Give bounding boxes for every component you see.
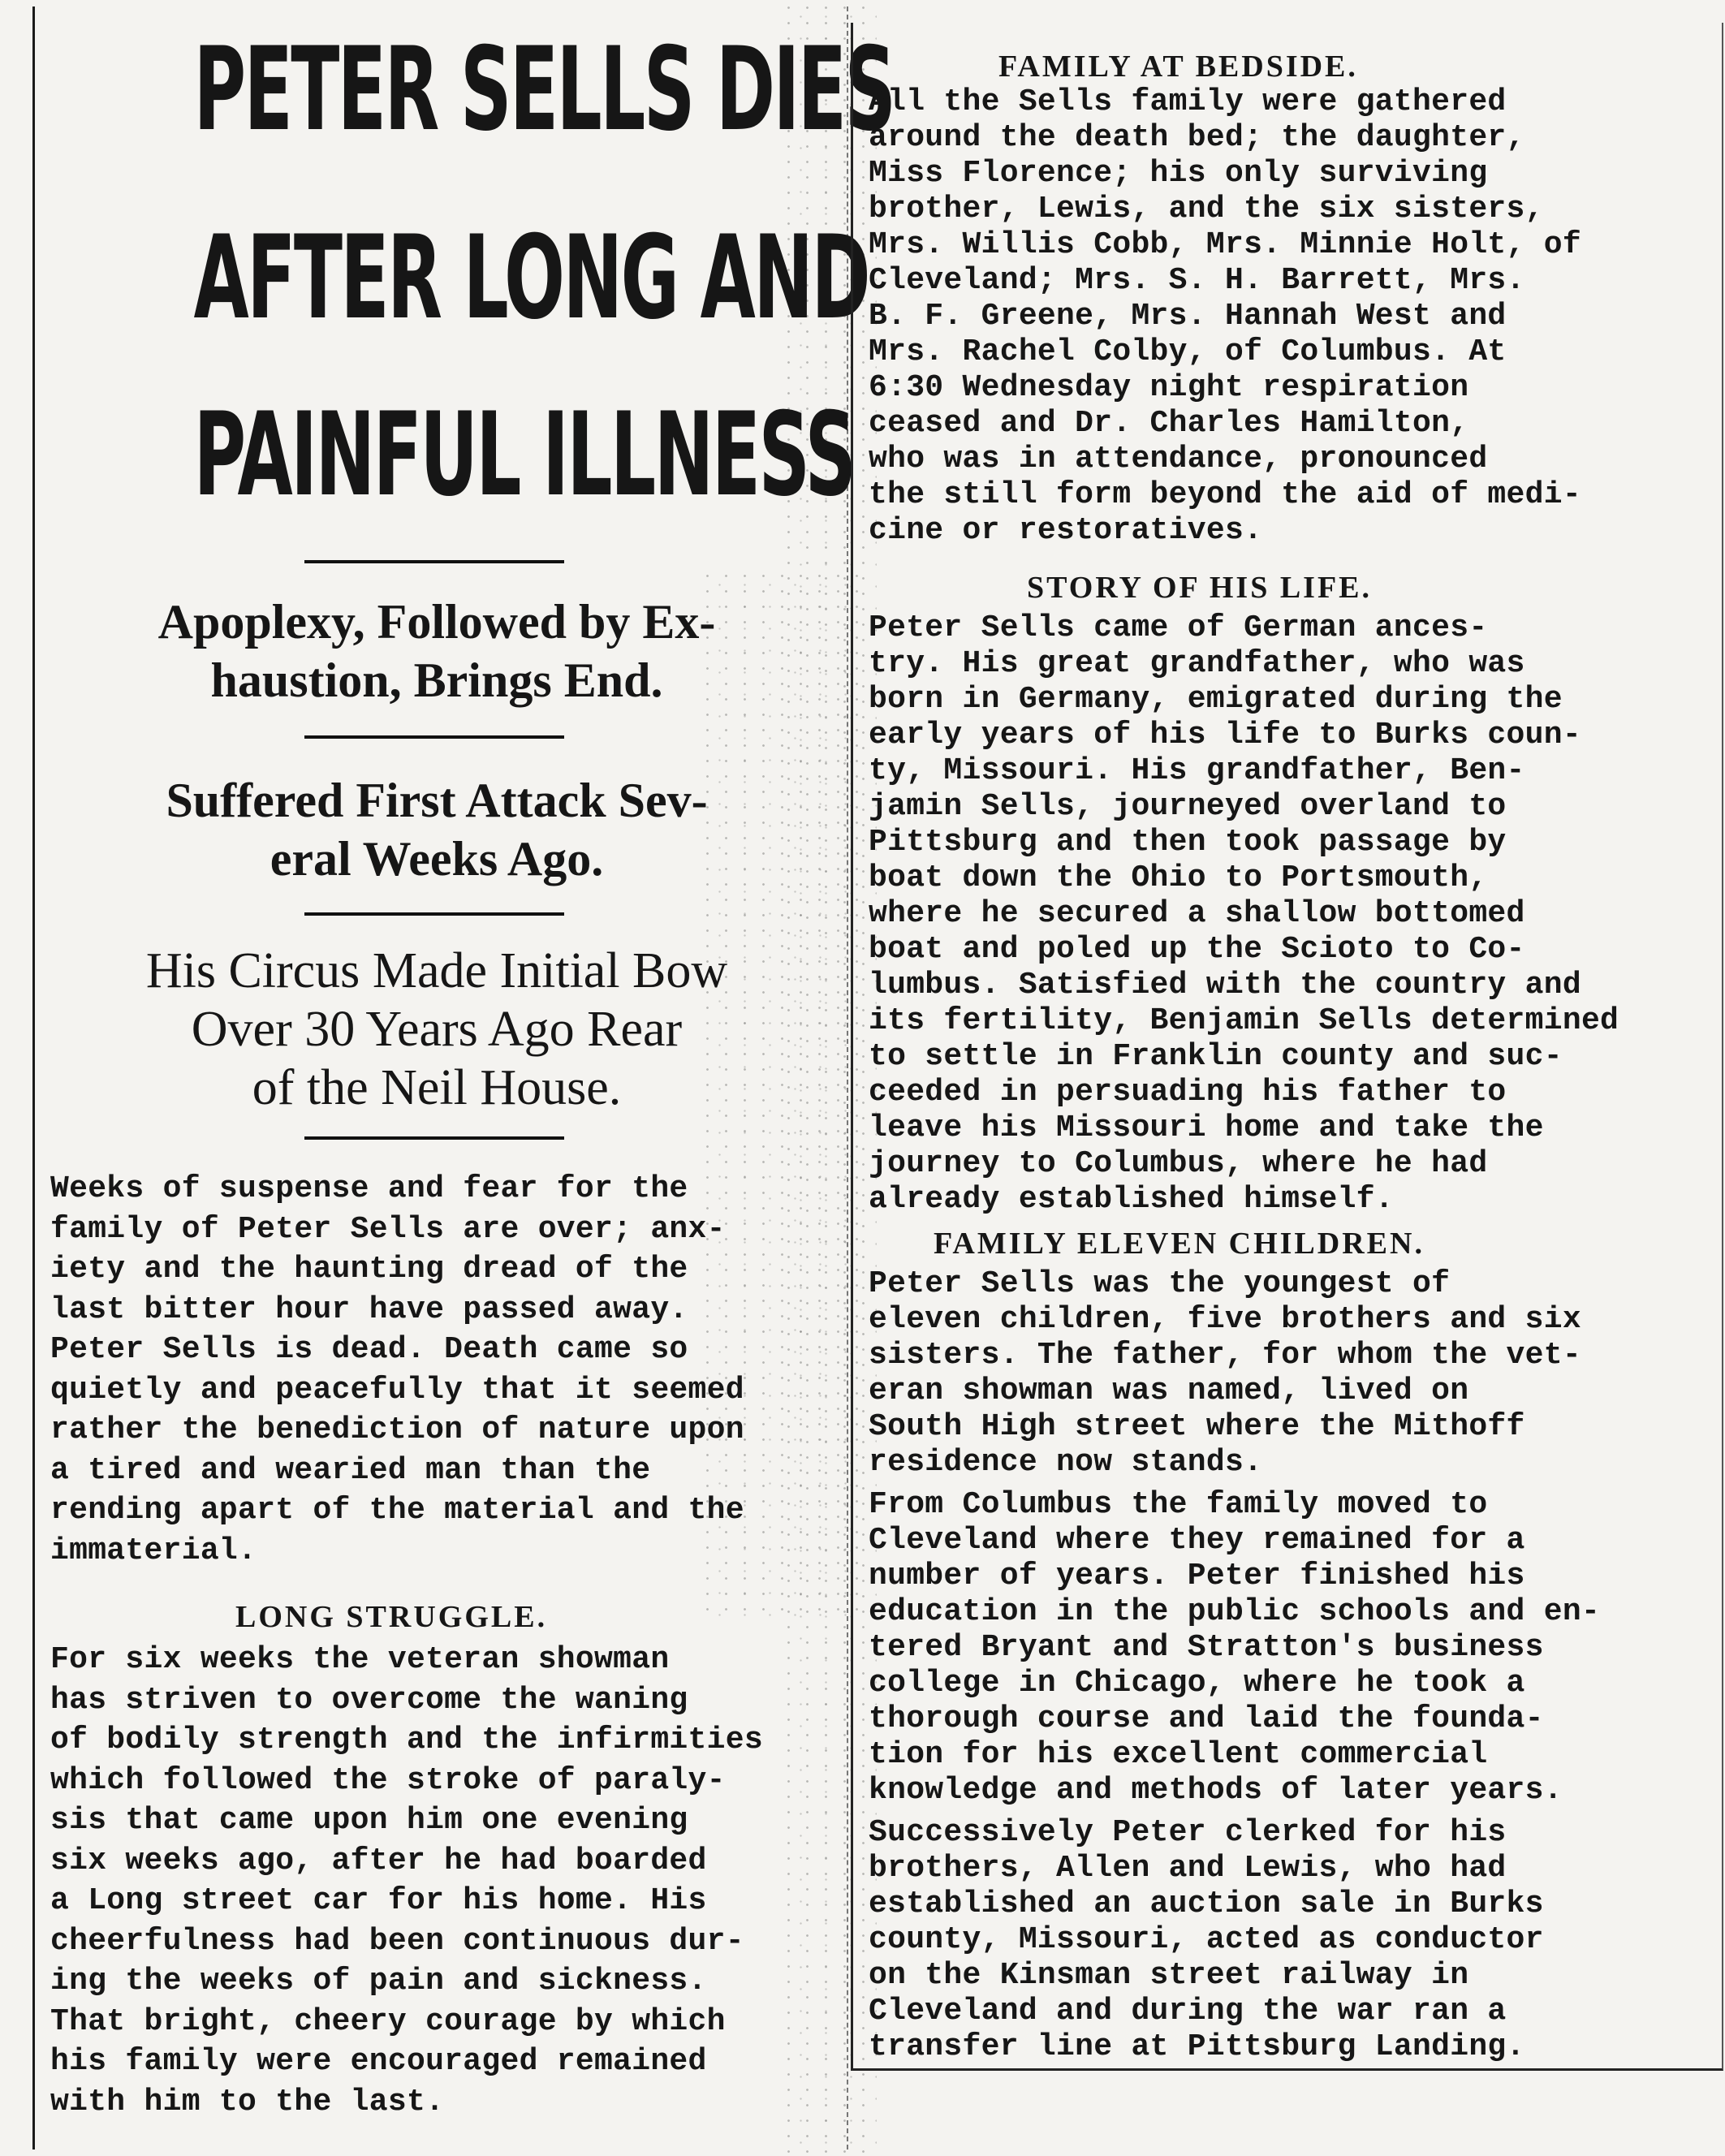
subhead-long-struggle: LONG STRUGGLE. xyxy=(235,1600,548,1634)
article-bedside-paragraph: All the Sells family were gathered around the death bed; the daughter, Miss Florence; his only surviving brother, Lewis, and the six sisters, Mrs. Willis Cobb, Mrs. Minnie Holt, of Cleveland; Mrs. S. H. Barrett, Mrs. B. F. Greene, Mrs. Hannah West and Mrs. Rachel Colby, of Columbus. At 6:30 Wednesday night respiration ceased and Dr. Charles Hamilton, who was in attendance, pronounced the still form beyond the aid of medi- cine or restoratives. xyxy=(869,84,1581,548)
headline-rule xyxy=(304,560,564,563)
deck-circus: His Circus Made Initial Bow Over 30 Years Ago Rear of the Neil House. xyxy=(145,943,728,1115)
article-children-paragraph: Peter Sells was the youngest of eleven children, five brothers and six sisters. The father, for whom the vet- eran showman was named, lived on South High street where the Mithoff residence now stands. xyxy=(869,1266,1581,1480)
headline-line-1: PETER SELLS DIES xyxy=(193,23,895,157)
subhead-family-eleven-children: FAMILY ELEVEN CHILDREN. xyxy=(934,1227,1425,1261)
subhead-story-of-his-life: STORY OF HIS LIFE. xyxy=(1027,571,1373,605)
deck-apoplexy: Apoplexy, Followed by Ex- haustion, Brings End. xyxy=(157,595,716,707)
deck-rule-3 xyxy=(304,1136,564,1140)
article-struggle-paragraph: For six weeks the veteran showman has striven to overcome the waning of bodily strength and the infirmities which followed the stroke of paraly- sis that came upon him one evening six weeks ago, after he had boarded a Long street car for his home. His cheerfulness had been continuous dur- ing the weeks of pain and sickness. That bright, cheery courage by which his family were encouraged remained with him to the last. xyxy=(50,1642,763,2119)
deck-rule-2 xyxy=(304,912,564,916)
deck-rule-1 xyxy=(304,735,564,739)
article-story-paragraph: Peter Sells came of German ances- try. His great grandfather, who was born in Germany, emigrated during the early years of his life to Burks coun- ty, Missouri. His grandfather, Ben- jamin Sells, journeyed overland to Pittsburg and then took passage by boat down the Ohio to Portsmouth, where he secured a shallow bottomed boat and poled up the Scioto to Co- lumbus. Satisfied with the country and its fertility, Benjamin Sells determined to settle in Franklin county and suc- ceeded in persuading his father to leave his Missouri home and take the journey to Columbus, where he had already established himself. xyxy=(869,610,1619,1217)
deck-first-attack: Suffered First Attack Sev- eral Weeks Ago. xyxy=(166,774,708,886)
headline-line-3: PAINFUL ILLNESS xyxy=(193,388,855,522)
article-clerked-paragraph: Successively Peter clerked for his brothers, Allen and Lewis, who had established an auction sale in Burks county, Missouri, acted as conductor on the Kinsman street railway in Cleveland and during the war ran a transfer line at Pittsburg Landing. xyxy=(869,1815,1544,2064)
headline-line-2: AFTER LONG AND xyxy=(193,211,869,345)
article-columbus-paragraph: From Columbus the family moved to Cleveland where they remained for a number of years. Peter finished his education in the public schools and en- tered Bryant and Stratton's business college in Chicago, where he took a thorough course and laid the founda- tion for his excellent commercial knowledge and methods of later years. xyxy=(869,1487,1601,1808)
article-intro-paragraph: Weeks of suspense and fear for the family of Peter Sells are over; anx- iety and the haunting dread of the last bitter hour have passed away. Peter Sells is dead. Death came so quietly and peacefully that it seemed rather the benediction of nature upon a tired and wearied man than the rending apart of the material and the immaterial. xyxy=(50,1171,744,1568)
subhead-family-at-bedside: FAMILY AT BEDSIDE. xyxy=(998,50,1358,84)
